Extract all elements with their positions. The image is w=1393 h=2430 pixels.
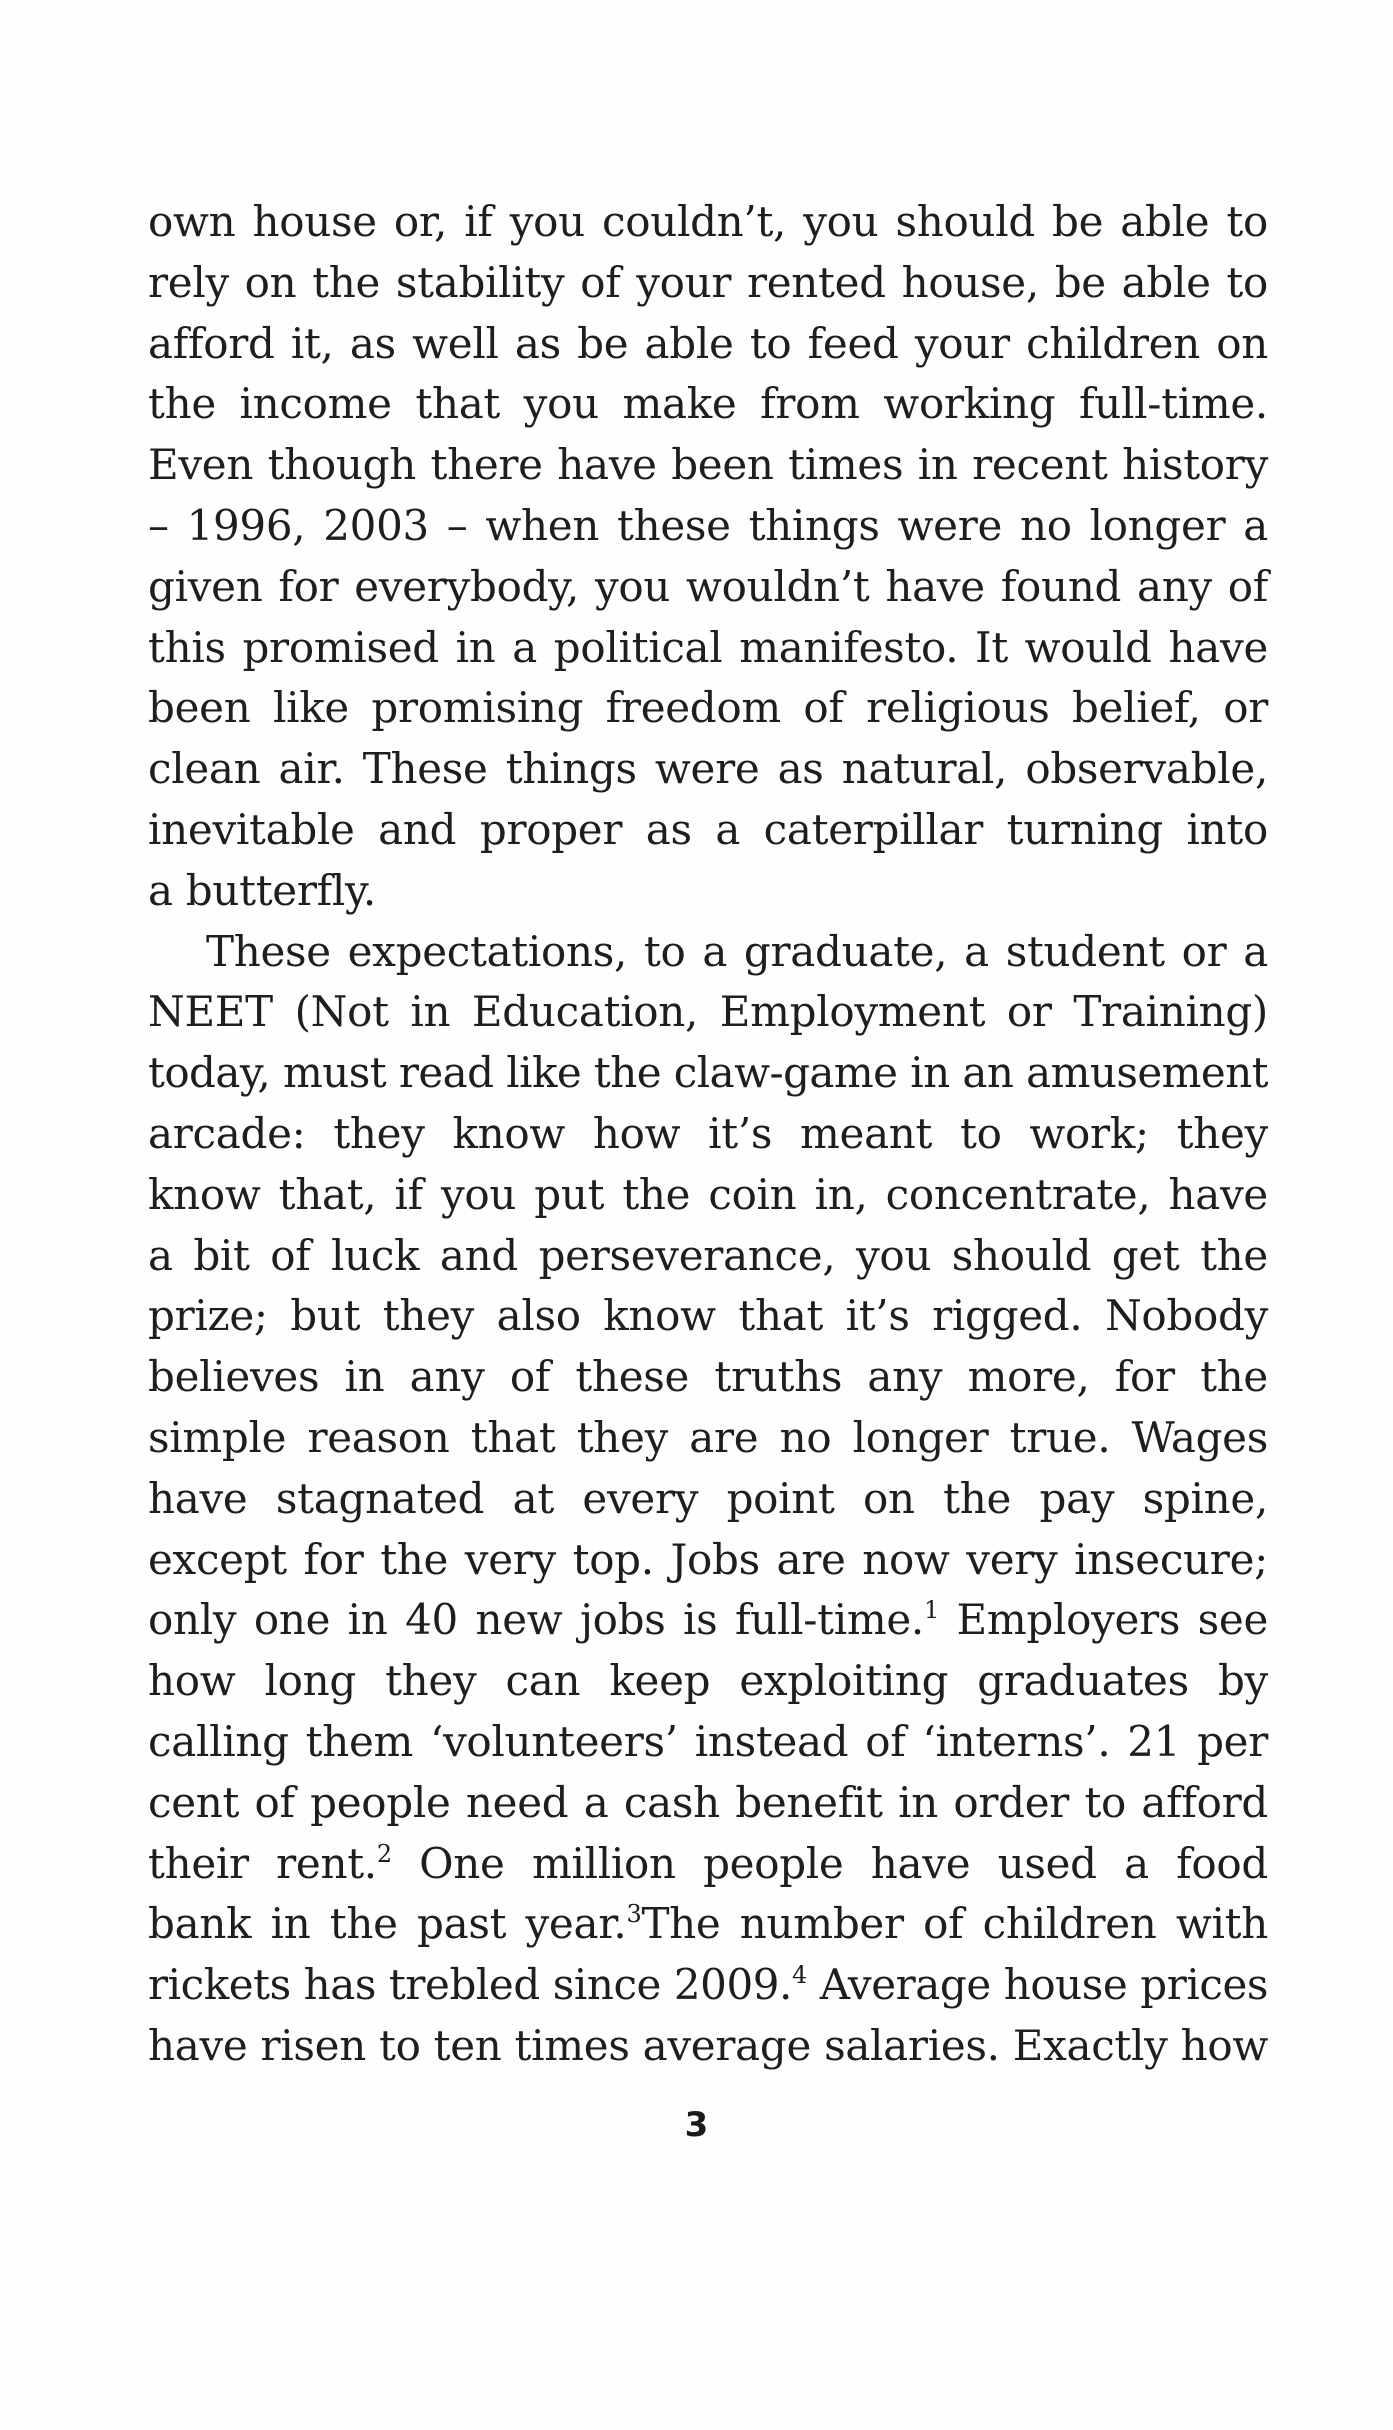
text-line: the income that you make from working full-time. <box>148 379 1268 429</box>
text-line: know that, if you put the coin in, concentrate, have <box>148 1169 1268 1219</box>
text-line: afford it, as well as be able to feed your children on <box>148 318 1268 368</box>
text-run: The number of children with <box>641 1899 1269 1949</box>
text-line: believes in any of these truths any more, for the <box>148 1352 1268 1402</box>
text-line-with-footnote <box>148 1834 1268 1895</box>
text-line: calling them ‘volunteers’ instead of ‘interns’. 21 per <box>148 1716 1268 1766</box>
footnote-marker: 3 <box>626 1900 642 1929</box>
text-line: – 1996, 2003 – when these things were no longer a <box>148 500 1268 550</box>
text-line: given for everybody, you wouldn’t have found any of <box>148 561 1268 611</box>
text-line: have stagnated at every point on the pay spine, <box>148 1473 1268 1523</box>
text-run: bank in the past year. <box>148 1899 627 1949</box>
text-line: except for the very top. Jobs are now very insecure; <box>148 1534 1268 1584</box>
text-line: Even though there have been times in recent history <box>148 440 1268 490</box>
text-line: own house or, if you couldn’t, you should be able to <box>148 197 1268 246</box>
text-line: inevitable and proper as a caterpillar turning into <box>148 804 1268 854</box>
text-run: their rent. <box>148 1838 377 1888</box>
text-line: today, must read like the claw-game in an amusement <box>148 1048 1268 1098</box>
text-line: clean air. These things were as natural, observable, <box>148 744 1268 794</box>
paragraph-start-line: These expectations, to a graduate, a student or a <box>206 926 1268 976</box>
text-line: a butterfly. <box>148 865 376 915</box>
footnote-marker: 2 <box>376 1839 392 1868</box>
text-line: NEET (Not in Education, Employment or Training) <box>148 987 1268 1037</box>
text-run: rickets has trebled since 2009. <box>148 1960 792 2010</box>
text-run: One million people have used a food <box>391 1838 1268 1888</box>
text-line-with-footnote <box>148 1894 1268 1955</box>
text-line: been like promising freedom of religious belief, or <box>148 683 1268 733</box>
text-line: how long they can keep exploiting graduates by <box>148 1656 1268 1706</box>
text-line: prize; but they also know that it’s rigged. Nobody <box>148 1291 1268 1341</box>
text-line: this promised in a political manifesto. It would have <box>148 622 1268 672</box>
footnote-marker: 4 <box>791 1961 807 1990</box>
text-line: have risen to ten times average salaries. Exactly how <box>148 2020 1268 2070</box>
page-number: 3 <box>684 2105 709 2145</box>
text-run: Average house prices <box>806 1960 1268 2010</box>
text-line: rely on the stability of your rented house, be able to <box>148 257 1268 307</box>
body-text <box>148 192 1268 2077</box>
text-line: simple reason that they are no longer true. Wages <box>148 1412 1268 1462</box>
text-run: only one in 40 new jobs is full-time. <box>148 1595 924 1645</box>
text-line: a bit of luck and perseverance, you should get the <box>148 1230 1268 1280</box>
text-run: Employers see <box>938 1595 1268 1645</box>
text-line-with-footnote <box>148 1955 1268 2016</box>
footnote-marker: 1 <box>923 1596 939 1625</box>
text-line: cent of people need a cash benefit in order to afford <box>148 1777 1268 1827</box>
text-line-with-footnote <box>148 1590 1268 1651</box>
text-line: arcade: they know how it’s meant to work; they <box>148 1108 1268 1158</box>
